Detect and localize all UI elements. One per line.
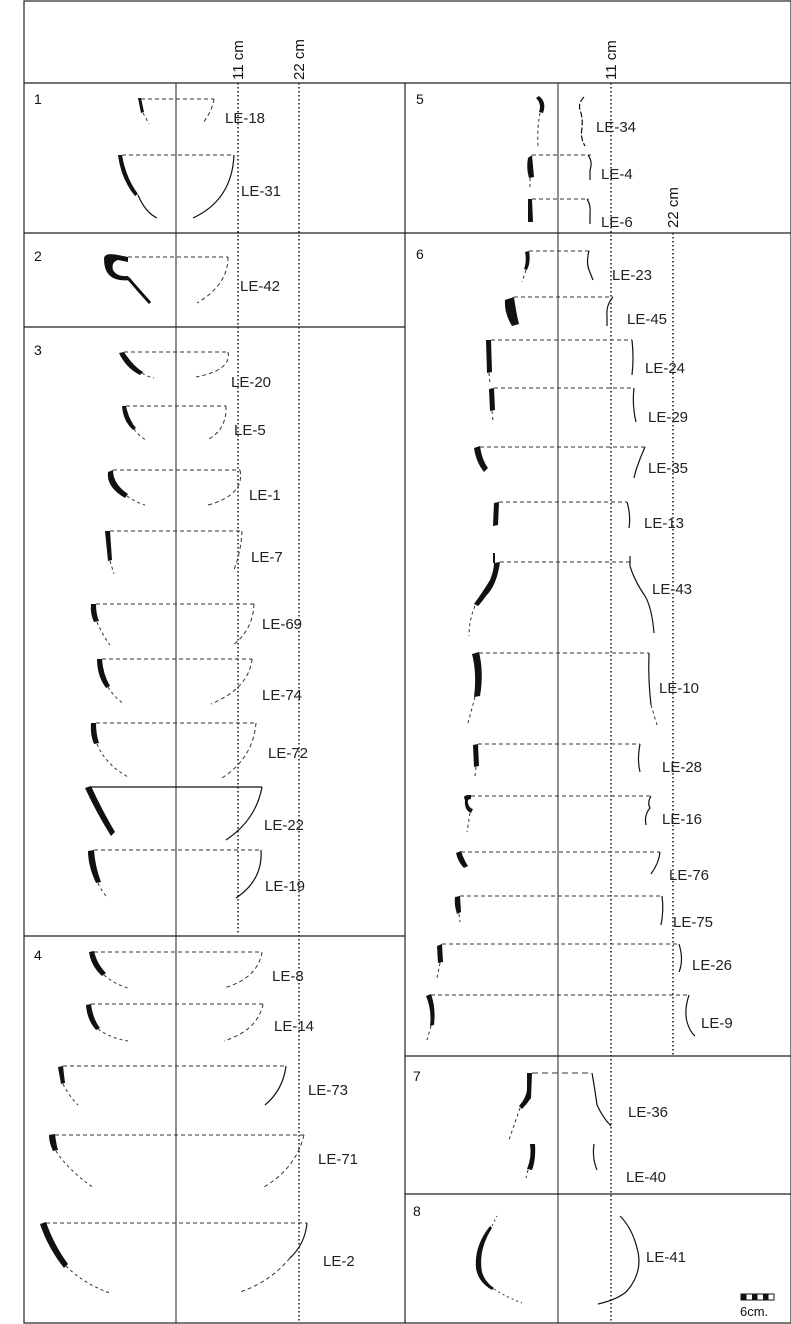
label-le-43: LE-43 xyxy=(652,581,693,598)
vessel-le-1 xyxy=(108,470,281,505)
label-le-16: LE-16 xyxy=(662,811,703,828)
vessel-le-24 xyxy=(486,340,685,384)
vessel-le-29 xyxy=(489,388,688,426)
vessel-le-4 xyxy=(527,155,632,190)
vessel-le-35 xyxy=(474,446,688,478)
vessel-le-43 xyxy=(469,553,692,636)
vessel-le-8 xyxy=(89,951,304,988)
label-le-28: LE-28 xyxy=(662,759,703,776)
group-number-4: 4 xyxy=(34,947,42,963)
label-le-75: LE-75 xyxy=(673,914,714,931)
label-le-23: LE-23 xyxy=(612,267,653,284)
vessel-le-36 xyxy=(509,1073,668,1140)
label-le-76: LE-76 xyxy=(669,867,710,884)
group-number-1: 1 xyxy=(34,91,42,107)
vessel-le-20 xyxy=(119,352,271,391)
vessel-le-13 xyxy=(493,502,684,532)
label-le-5: LE-5 xyxy=(234,422,266,439)
vessel-le-71 xyxy=(49,1134,358,1188)
label-le-9: LE-9 xyxy=(701,1015,733,1032)
vessel-le-9 xyxy=(426,994,733,1040)
label-le-36: LE-36 xyxy=(628,1104,669,1121)
vessel-le-16 xyxy=(464,795,702,832)
vessel-le-6 xyxy=(528,199,633,231)
vessel-le-72 xyxy=(91,723,308,778)
label-le-40: LE-40 xyxy=(626,1169,667,1186)
label-le-14: LE-14 xyxy=(274,1018,315,1035)
vessel-le-73 xyxy=(58,1066,348,1105)
group-number-5: 5 xyxy=(416,91,424,107)
label-le-31: LE-31 xyxy=(241,183,282,200)
label-le-20: LE-20 xyxy=(231,374,272,391)
vessel-le-10 xyxy=(468,652,699,725)
vessel-le-18 xyxy=(138,98,265,127)
vessel-le-40 xyxy=(526,1144,666,1186)
vessel-le-75 xyxy=(455,896,713,931)
vessel-le-7 xyxy=(105,531,283,574)
vessel-le-19 xyxy=(88,850,305,898)
label-le-71: LE-71 xyxy=(318,1151,359,1168)
label-le-35: LE-35 xyxy=(648,460,689,477)
group-number-3: 3 xyxy=(34,342,42,358)
axis-11cm-left: 11 cm xyxy=(230,40,247,80)
label-le-29: LE-29 xyxy=(648,409,689,426)
vessel-le-26 xyxy=(437,944,732,978)
label-le-13: LE-13 xyxy=(644,515,685,532)
label-le-4: LE-4 xyxy=(601,166,633,183)
vessel-le-34 xyxy=(536,96,636,146)
group-number-8: 8 xyxy=(413,1203,421,1219)
group-number-6: 6 xyxy=(416,246,424,262)
vessel-le-45 xyxy=(505,297,667,328)
label-le-26: LE-26 xyxy=(692,957,733,974)
label-le-34: LE-34 xyxy=(596,119,637,136)
axis-22cm-right-lower: 22 cm xyxy=(665,187,682,228)
vessel-le-5 xyxy=(122,406,266,440)
label-le-6: LE-6 xyxy=(601,214,633,231)
vessel-le-42 xyxy=(104,254,280,303)
group-number-2: 2 xyxy=(34,248,42,264)
scale-bar xyxy=(740,1294,774,1319)
label-le-72: LE-72 xyxy=(268,745,309,762)
vessel-le-69 xyxy=(91,604,302,646)
label-le-10: LE-10 xyxy=(659,680,700,697)
label-le-18: LE-18 xyxy=(225,110,266,127)
group-number-7: 7 xyxy=(413,1068,421,1084)
vessel-le-14 xyxy=(86,1004,314,1041)
axis-11cm-right: 11 cm xyxy=(603,40,620,80)
label-le-7: LE-7 xyxy=(251,549,283,566)
scale-bar-label: 6cm. xyxy=(740,1304,769,1319)
label-le-69: LE-69 xyxy=(262,616,303,633)
vessel-le-22 xyxy=(85,786,304,840)
vessel-le-23 xyxy=(522,251,652,284)
label-le-19: LE-19 xyxy=(265,878,306,895)
vessel-le-2 xyxy=(40,1222,355,1293)
label-le-1: LE-1 xyxy=(249,487,281,504)
label-le-8: LE-8 xyxy=(272,968,304,985)
label-le-41: LE-41 xyxy=(646,1249,687,1266)
label-le-22: LE-22 xyxy=(264,817,305,834)
axis-22cm-left: 22 cm xyxy=(291,39,308,80)
vessel-le-31 xyxy=(118,155,281,218)
label-le-2: LE-2 xyxy=(323,1253,355,1270)
label-le-73: LE-73 xyxy=(308,1082,349,1099)
label-le-45: LE-45 xyxy=(627,311,668,328)
vessel-le-28 xyxy=(473,744,702,776)
label-le-74: LE-74 xyxy=(262,687,303,704)
vessel-le-41 xyxy=(476,1216,686,1304)
vessel-le-74 xyxy=(97,659,302,704)
label-le-24: LE-24 xyxy=(645,360,686,377)
label-le-42: LE-42 xyxy=(240,278,281,295)
vessel-le-76 xyxy=(456,851,709,884)
axis-lines xyxy=(176,83,673,1323)
